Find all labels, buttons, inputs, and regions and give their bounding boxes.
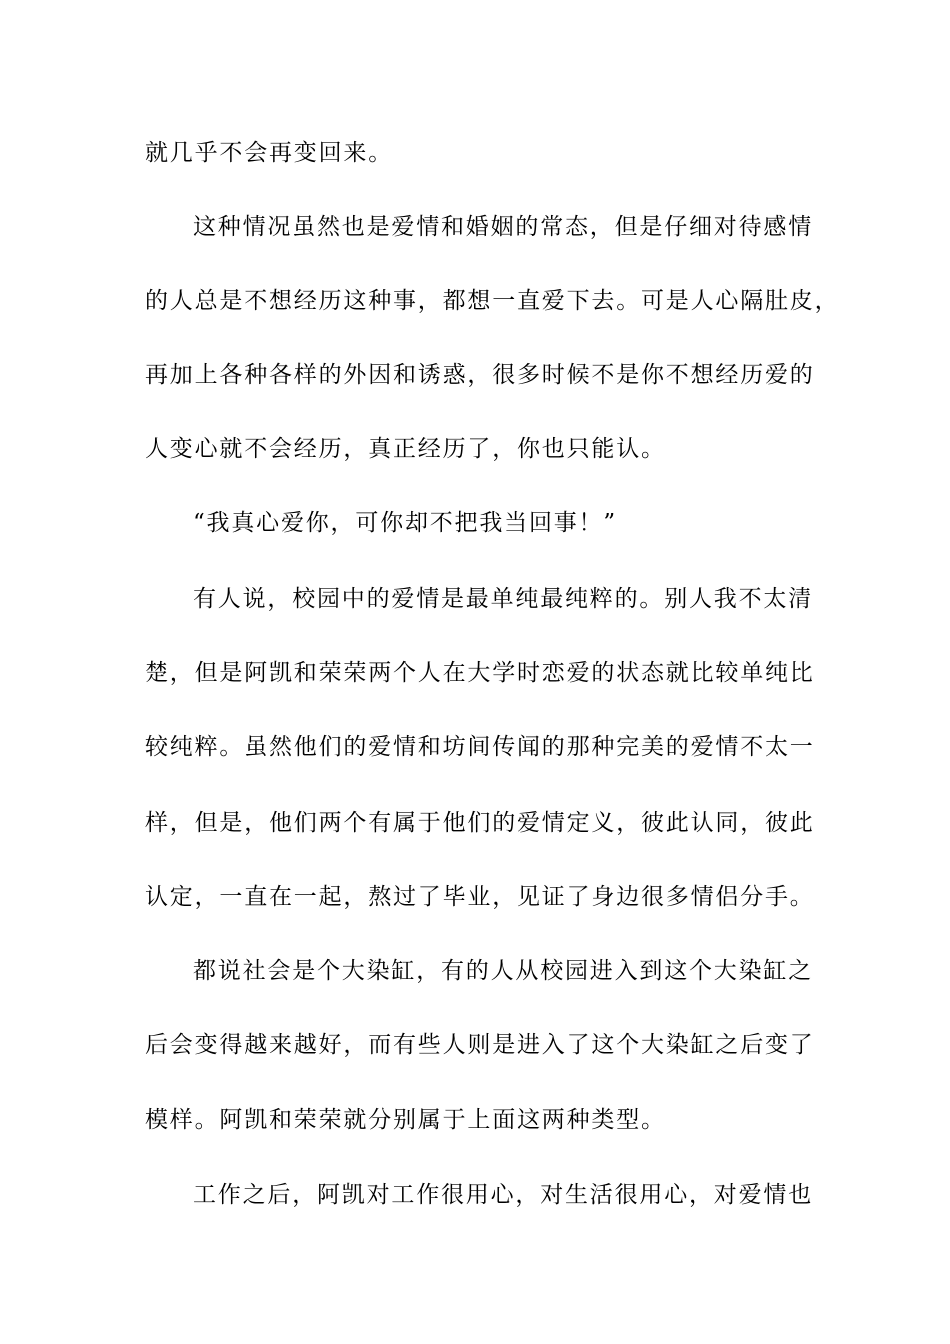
text-line: 这种情况虽然也是爱情和婚姻的常态，但是仔细对待感情: [193, 214, 813, 240]
text-line: 认定，一直在一起，熬过了毕业，见证了身边很多情侣分手。: [145, 884, 815, 910]
text-line: 工作之后，阿凯对工作很用心，对生活很用心，对爱情也: [193, 1182, 813, 1208]
text-line: 较纯粹。虽然他们的爱情和坊间传闻的那种完美的爱情不太一: [145, 734, 815, 760]
text-line: 的人总是不想经历这种事，都想一直爱下去。可是人心隔肚皮，: [145, 288, 840, 314]
text-line: 楚，但是阿凯和荣荣两个人在大学时恋爱的状态就比较单纯比: [145, 660, 815, 686]
text-line: 都说社会是个大染缸，有的人从校园进入到这个大染缸之: [193, 958, 813, 984]
text-line: 后会变得越来越好，而有些人则是进入了这个大染缸之后变了: [145, 1032, 815, 1058]
text-line: 模样。阿凯和荣荣就分别属于上面这两种类型。: [145, 1107, 666, 1133]
text-line: 样，但是，他们两个有属于他们的爱情定义，彼此认同，彼此: [145, 810, 815, 836]
text-line: 人变心就不会经历，真正经历了，你也只能认。: [145, 436, 666, 462]
text-line: 有人说，校园中的爱情是最单纯最纯粹的。别人我不太清: [193, 586, 813, 612]
text-line: 再加上各种各样的外因和诱惑，很多时候不是你不想经历爱的: [145, 362, 815, 388]
quote-line: “我真心爱你，可你却不把我当回事！”: [193, 510, 617, 536]
text-line: 就几乎不会再变回来。: [145, 140, 393, 166]
